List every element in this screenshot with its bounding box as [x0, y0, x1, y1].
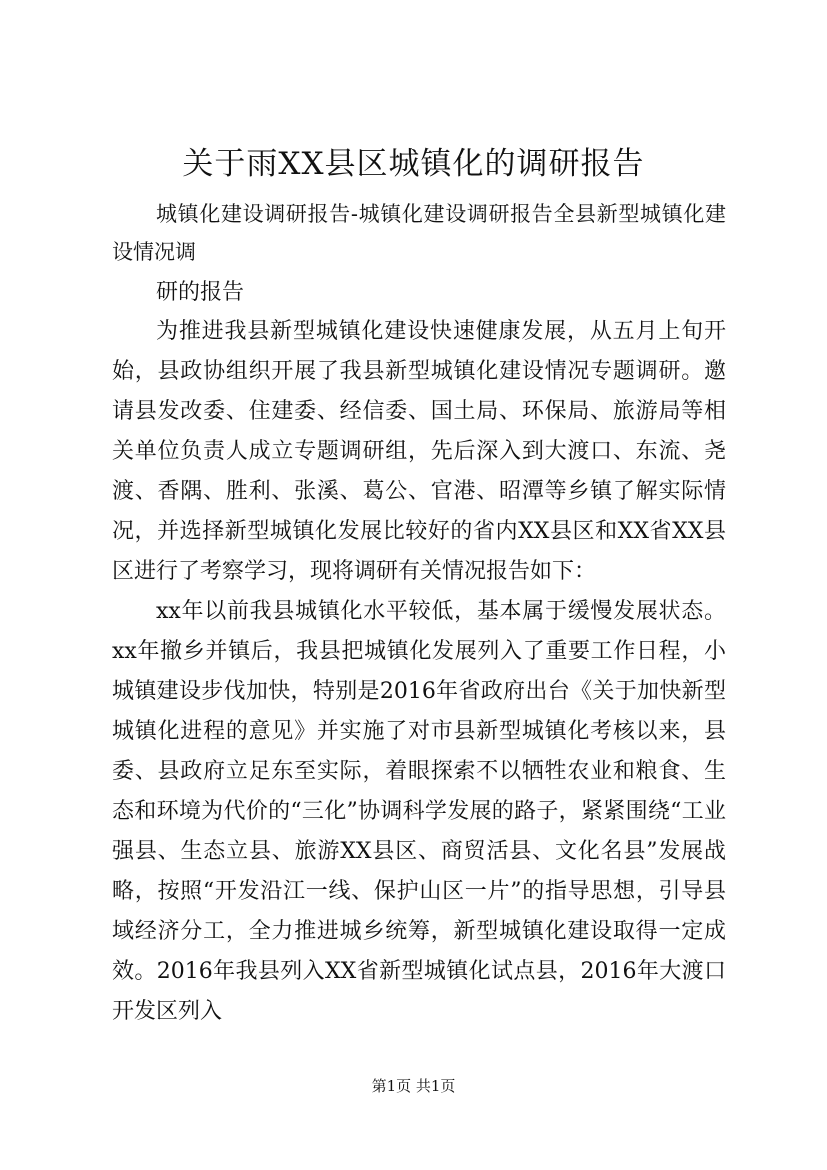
page-number: 第1页 共1页	[371, 1077, 456, 1095]
paragraph-intro-continued: 研的报告	[156, 280, 245, 305]
paragraph-intro: 城镇化建设调研报告-城镇化建设调研报告全县新型城镇化建设情况调	[112, 202, 726, 264]
document-title: 关于雨XX县区城镇化的调研报告	[182, 146, 645, 182]
document-body	[112, 195, 726, 1032]
paragraph-history: xx年以前我县城镇化水平较低，基本属于缓慢发展状态。xx年撤乡并镇后，我县把城镇化发展列入了重要工作日程，小城镇建设步伐加快，特别是2016年省政府出台《关于加快新型城镇化进程的意见》并实施了对市县新型城镇化考核以来，县委、县政府立足东至实际，着眼探索不以牺牲农业和粮食、生态和环境为代价的“三化”协调科学发展的路子，紧紧围绕“工业强县、生态立县、旅游XX县区、商贸活县、文化名县”发展战略，按照“开发沿江一线、保护山区一片”的指导思想，引导县域经济分工，全力推进城乡统筹，新型城镇化建设取得一定成效。2016年我县列入XX省新型城镇化试点县，2016年大渡口开发区列入	[112, 599, 726, 1024]
paragraph-background: 为推进我县新型城镇化建设快速健康发展，从五月上旬开始，县政协组织开展了我县新型城镇化建设情况专题调研。邀请县发改委、住建委、经信委、国土局、环保局、旅游局等相关单位负责人成立专题调研组，先后深入到大渡口、东流、尧渡、香隅、胜利、张溪、葛公、官港、昭潭等乡镇了解实际情况，并选择新型城镇化发展比较好的省内XX县区和XX省XX县区进行了考察学习，现将调研有关情况报告如下：	[112, 319, 726, 584]
